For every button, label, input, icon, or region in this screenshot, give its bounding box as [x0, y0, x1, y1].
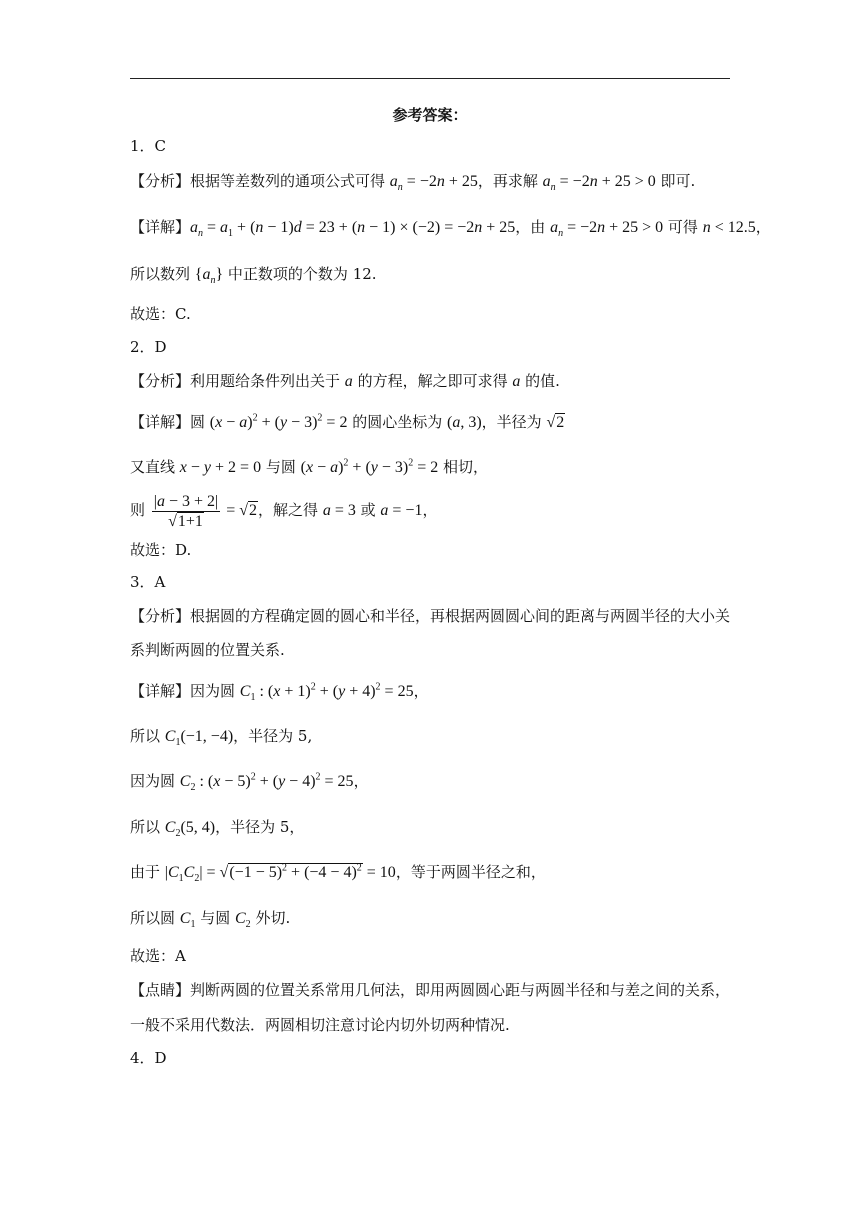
q1-number: 1．C: [130, 137, 167, 155]
q3-number: 3．A: [130, 573, 166, 591]
top-rule: [130, 78, 730, 79]
q3-detail-line3: 因为圆 $C_2$ : $(x - 5)^2 + (y - 4)^2 = 25$，: [130, 771, 369, 794]
q3-detail-line5: 由于 $|C_1C_2| = √(-1 - 5)^2 + (-4 - 4)^2 = 10$，等于两圆半径之和，: [130, 862, 546, 885]
q2-number: 2．D: [130, 338, 167, 356]
page-title: 参考答案：: [392, 106, 468, 124]
q1-analysis: 【分析】根据等差数列的通项公式可得 $a_n = -2n + 25$，再求解 $a_n = -2n + 25 > 0$ 即可.: [130, 172, 696, 194]
q2-detail-line3: 则 $\frac{|a - 3 + 2|}{√1+1}$ = √2，解之得 a = 3 或 a = −1，: [130, 492, 438, 530]
q3-analysis-line1: 【分析】根据圆的方程确定圆的圆心和半径，再根据两圆圆心间的距离与两圆半径的大小关: [130, 607, 731, 625]
q1-analysis-text: 根据等差数列的通项公式可得 $a_n = -2n + 25$，再求解 $a_n = -2n + 25 > 0$ 即可.: [190, 172, 696, 194]
q3-comment-line2: 一般不采用代数法．两圆相切注意讨论内切外切两种情况.: [130, 1016, 510, 1034]
q3-detail-line6: 所以圆 $C_1$ 与圆 $C_2$ 外切.: [130, 909, 291, 931]
q3-analysis-line2: 系判断两圆的位置关系.: [130, 641, 285, 659]
q2-detail-line1: 【详解】圆 $(x - a)^2 + (y - 3)^2 = 2$ 的圆心坐标为 (a, 3)，半径为 √2: [130, 412, 565, 431]
q1-choice: 故选：C.: [130, 305, 191, 323]
q3-detail-line4: 所以 $C_2(5$, 4)，半径为 5，: [130, 818, 305, 840]
q3-choice: 故选：A: [130, 947, 186, 965]
q3-detail-line2: 所以 $C_1(-1$, −4)，半径为 5,: [130, 727, 313, 749]
q1-detail-line2: 所以数列 $\{a_n\}$ 中正数项的个数为 12.: [130, 265, 377, 287]
q2-analysis: 【分析】利用题给条件列出关于 a 的方程，解之即可求得 a 的值.: [130, 372, 560, 390]
q3-comment-line1: 【点睛】判断两圆的位置关系常用几何法，即用两圆圆心距与两圆半径和与差之间的关系，: [130, 981, 731, 999]
q3-detail-line1: 【详解】因为圆 $C_1$ : $(x + 1)^2 + (y + 4)^2 = 25$，: [130, 681, 429, 704]
q2-detail-line2: 又直线 x − y + 2 = 0 与圆 $(x - a)^2 + (y - 3)^2 = 2$ 相切，: [130, 457, 489, 476]
q2-choice: 故选：D.: [130, 541, 192, 559]
q4-number: 4．D: [130, 1049, 167, 1067]
q1-detail-line1: 【详解】$a_n = a_1 + (n - 1)d = 23 + (n - 1) \times (-2) = -2n + 25$，由 $a_n = -2n + 25 > 0$ 可得 n < 12.5，: [130, 218, 771, 240]
